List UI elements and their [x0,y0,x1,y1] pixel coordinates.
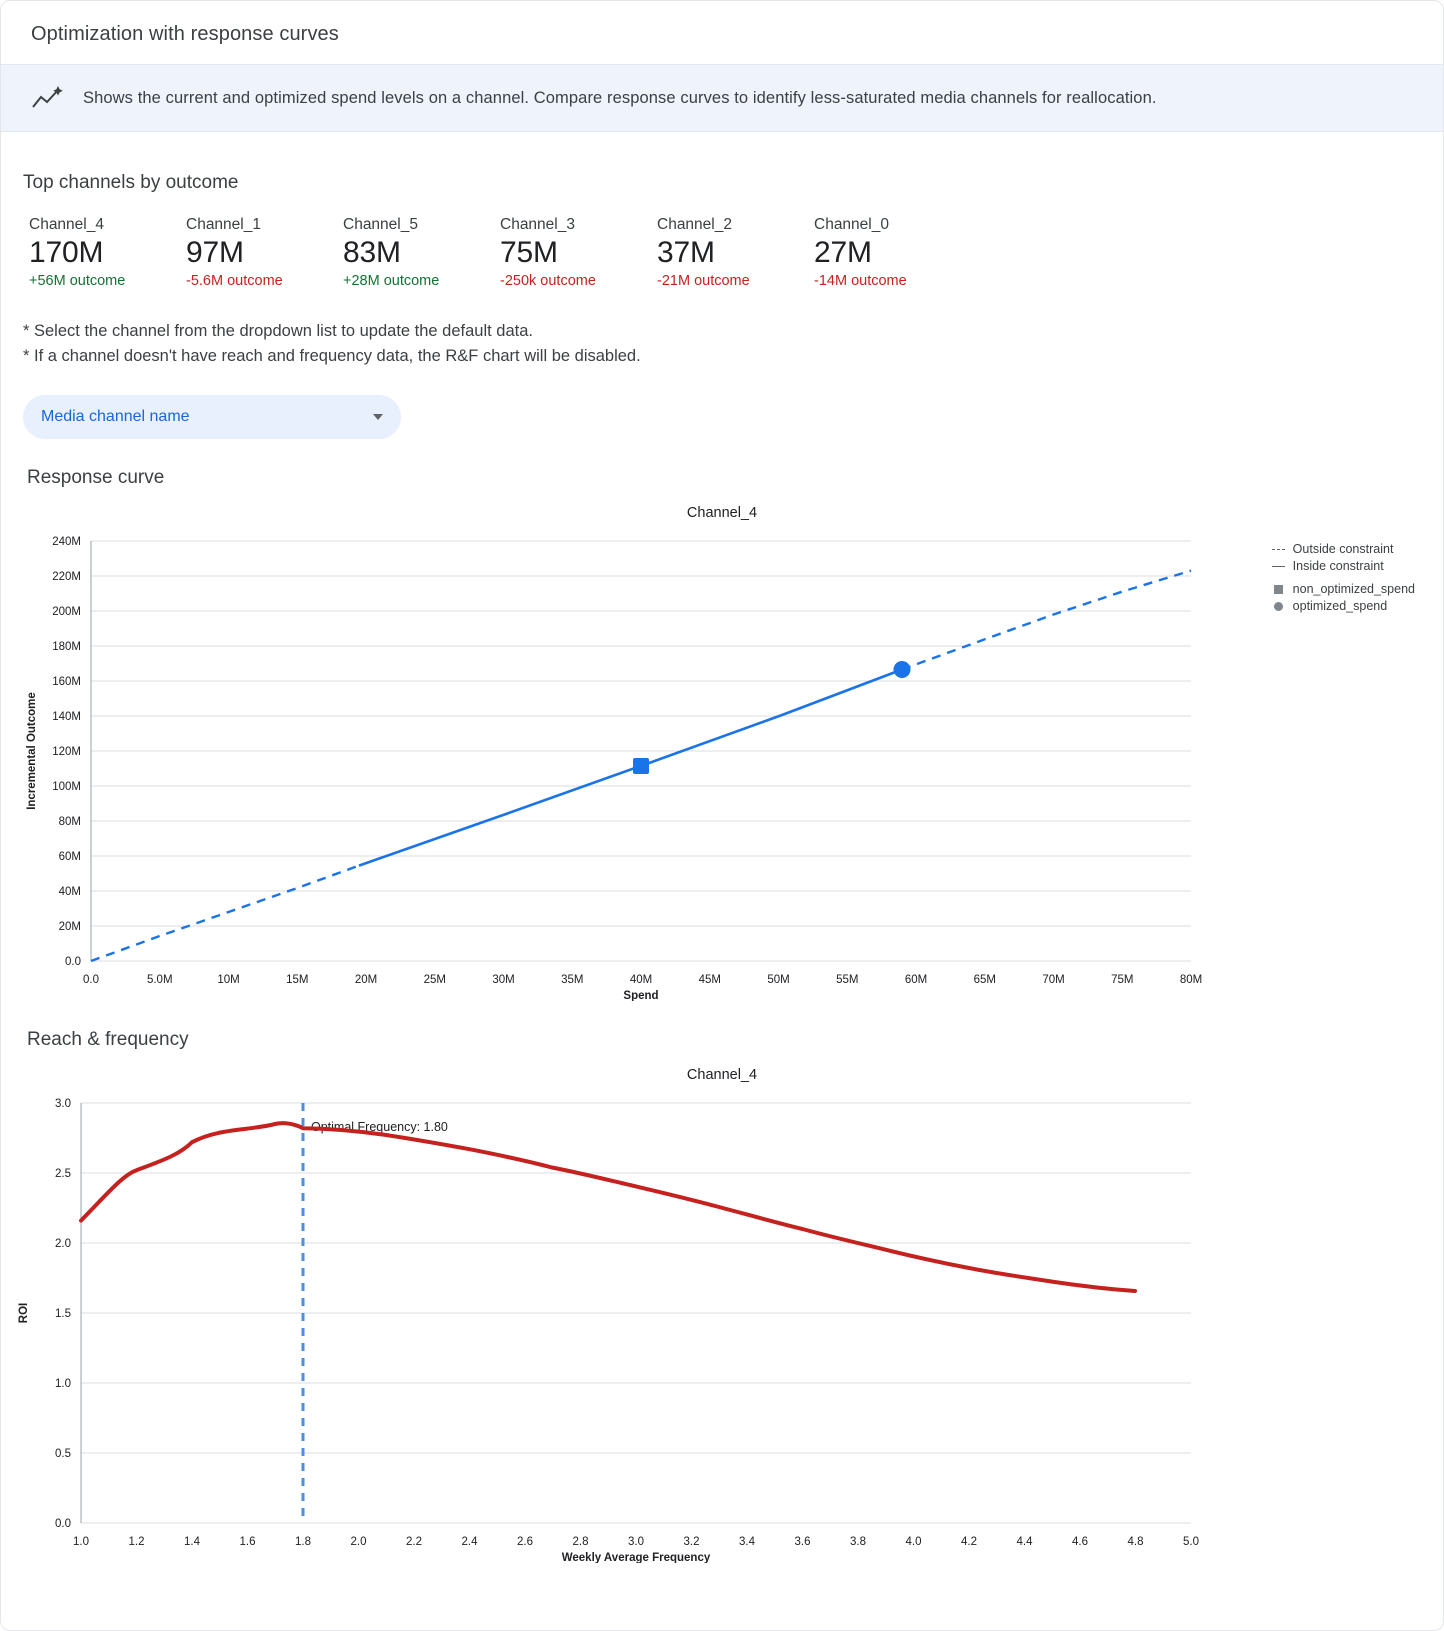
kpi-card [343,216,500,289]
x-tick-label: 65M [973,973,996,986]
response-curve-title: Channel_4 [686,504,758,521]
x-tick-label: 4.0 [905,1535,922,1548]
top-channels-title: Top channels by outcome [23,172,239,193]
media-channel-dropdown[interactable] [23,395,401,439]
note-line: * Select the channel from the dropdown list to update the default data. [23,322,534,340]
y-tick-label: 1.5 [55,1307,71,1320]
y-tick-label: 60M [58,850,81,863]
kpi-channel-name: Channel_5 [343,216,418,233]
kpi-delta: -5.6M outcome [186,273,283,289]
x-tick-label: 5.0M [146,973,173,986]
y-tick-label: 240M [52,535,81,548]
x-tick-label: 30M [492,973,515,986]
x-tick-label: 4.6 [1072,1535,1088,1548]
legend-item [1272,598,1415,615]
kpi-value: 170M [29,236,104,269]
x-tick-label: 35M [561,973,584,986]
y-tick-label: 2.0 [55,1237,71,1250]
legend-label: optimized_spend [1292,599,1388,613]
x-tick-label: 1.6 [239,1535,256,1548]
x-tick-label: 3.2 [683,1535,700,1548]
x-tick-label: 75M [1111,973,1134,986]
dashed-line-icon [1272,549,1285,550]
info-banner [1,64,1443,132]
x-tick-label: 3.8 [850,1535,866,1548]
optimized-spend-marker[interactable] [894,661,911,678]
x-tick-label: 40M [629,973,653,986]
kpi-delta: -21M outcome [657,273,750,289]
x-tick-label: 25M [423,973,446,986]
optimal-frequency-annotation: Optimal Frequency: 1.80 [311,1119,448,1134]
y-tick-label: 0.5 [55,1447,71,1460]
x-tick-label: 20M [354,973,378,986]
response-curve-svg [1,521,1241,1001]
reach-frequency-svg [1,1083,1241,1563]
x-tick-label: 2.2 [406,1535,422,1548]
legend-item [1272,558,1415,575]
solid-line-icon [1272,566,1285,567]
circle-marker-icon [1274,602,1283,611]
y-axis-title: ROI [18,1302,30,1323]
kpi-channel-name: Channel_4 [29,216,104,233]
kpi-channel-name: Channel_0 [814,216,889,233]
kpi-card [500,216,657,289]
legend-item [1272,541,1415,558]
x-tick-label: 50M [767,973,790,986]
x-tick-label: 2.6 [517,1535,533,1548]
info-banner-text: Shows the current and optimized spend levels on a channel. Compare response curves to identify less-saturated media channels for reallocation. [83,88,1157,107]
kpi-card [29,216,186,289]
y-tick-label: 0.0 [65,955,81,968]
kpi-card [814,216,971,289]
kpi-delta: -250k outcome [500,273,596,289]
kpi-value: 27M [814,236,872,269]
y-tick-label: 160M [52,675,81,688]
reach-frequency-chart [1,1067,1443,1563]
legend-label: Inside constraint [1292,559,1384,573]
legend-item [1272,581,1415,598]
x-tick-label: 15M [286,973,309,986]
kpi-channel-name: Channel_3 [500,216,575,233]
x-tick-label: 10M [217,973,240,986]
y-tick-label: 100M [52,780,81,793]
x-tick-label: 1.4 [184,1535,200,1548]
chevron-down-icon[interactable] [373,414,383,420]
y-tick-label: 0.0 [55,1517,71,1530]
x-tick-label: 80M [1179,973,1203,986]
x-tick-label: 2.8 [572,1535,589,1548]
kpi-value: 83M [343,236,401,269]
kpi-value: 97M [186,236,244,269]
y-tick-label: 1.0 [55,1377,71,1390]
kpi-value: 75M [500,236,558,269]
y-axis-title: Incremental Outcome [26,691,38,810]
x-tick-label: 3.6 [794,1535,811,1548]
response-curve-section-label: Response curve [27,466,165,488]
y-tick-label: 180M [52,640,81,653]
kpi-value: 37M [657,236,715,269]
x-tick-label: 5.0 [1183,1535,1199,1548]
x-tick-label: 1.2 [128,1535,145,1548]
y-tick-label: 220M [52,570,81,583]
x-tick-label: 3.0 [628,1535,644,1548]
x-axis-title: Weekly Average Frequency [561,1551,711,1563]
y-tick-label: 40M [58,885,81,898]
media-channel-dropdown-label: Media channel name [41,407,190,425]
kpi-delta: +56M outcome [29,273,126,289]
x-tick-label: 2.0 [350,1535,367,1548]
spark-trend-icon [31,85,65,111]
legend-label: non_optimized_spend [1292,582,1415,596]
y-tick-label: 3.0 [55,1097,71,1110]
note-line: * If a channel doesn't have reach and frequency data, the R&F chart will be disabled. [23,346,641,365]
response-curve-chart [1,505,1443,1001]
top-channels-row [29,216,1443,289]
response-curve-legend [1272,541,1415,615]
y-tick-label: 120M [52,745,81,758]
y-tick-label: 80M [58,815,81,828]
kpi-delta: +28M outcome [343,273,440,289]
y-tick-label: 140M [52,710,81,723]
legend-label: Outside constraint [1292,542,1394,556]
non-optimized-spend-marker[interactable] [633,758,649,774]
x-tick-label: 70M [1042,973,1065,986]
kpi-card [186,216,343,289]
x-tick-label: 4.8 [1127,1535,1144,1548]
x-tick-label: 0.0 [83,973,99,986]
x-tick-label: 3.4 [739,1535,755,1548]
x-tick-label: 45M [698,973,721,986]
x-tick-label: 1.8 [295,1535,311,1548]
x-tick-label: 55M [836,973,859,986]
y-tick-label: 2.5 [55,1167,71,1180]
y-tick-label: 20M [58,920,81,933]
notes [23,319,1443,369]
square-marker-icon [1274,585,1283,594]
x-axis-title: Spend [623,989,659,1001]
kpi-card [657,216,814,289]
kpi-delta: -14M outcome [814,273,907,289]
x-tick-label: 60M [904,973,928,986]
x-tick-label: 4.4 [1016,1535,1033,1548]
reach-frequency-section-label: Reach & frequency [27,1028,189,1050]
x-tick-label: 4.2 [961,1535,977,1548]
roi-curve [81,1123,1135,1291]
reach-frequency-title: Channel_4 [686,1066,758,1083]
x-tick-label: 2.4 [461,1535,478,1548]
kpi-channel-name: Channel_1 [186,216,261,233]
x-tick-label: 1.0 [73,1535,89,1548]
y-tick-label: 200M [52,605,81,618]
page-title: Optimization with response curves [31,23,339,45]
kpi-channel-name: Channel_2 [657,216,732,233]
